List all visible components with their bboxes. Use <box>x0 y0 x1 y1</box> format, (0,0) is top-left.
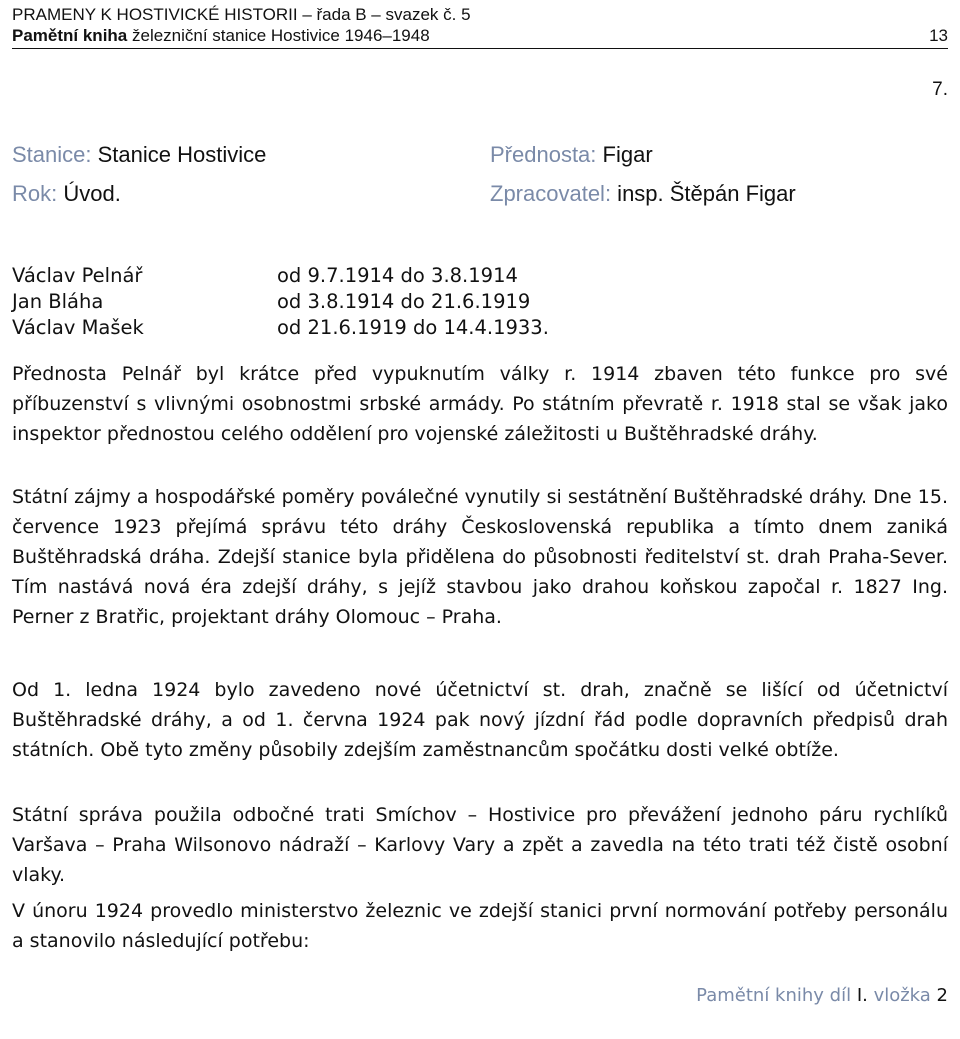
tenure-name: Václav Mašek <box>12 316 144 339</box>
tenure-period: od 21.6.1919 do 14.4.1933. <box>277 316 549 339</box>
chief-value: Figar <box>596 142 653 167</box>
station-value: Stanice Hostivice <box>91 142 267 167</box>
tenure-list <box>12 263 549 341</box>
header-title-bold: Pamětní kniha <box>12 26 128 45</box>
paragraph: Státní správa použila odbočné trati Smíchov – Hostivice pro převážení jednoho páru rychlíků Varšava – Praha Wilsonovo nádraží – Karlovy Vary a zpět a zavedla na této trati též čistě osobní vlaky. <box>12 804 948 886</box>
tenure-row <box>12 315 549 341</box>
series-line: PRAMENY K HOSTIVICKÉ HISTORII – řada B – svazek č. 5 <box>12 5 471 24</box>
footer-insert: 2 <box>936 985 948 1006</box>
page-footer <box>696 985 948 1006</box>
station-label: Stanice: <box>12 142 92 167</box>
processor-label: Zpracovatel: <box>490 181 612 206</box>
processor-value: insp. Štěpán Figar <box>611 181 796 206</box>
paragraph: Přednosta Pelnář byl krátce před vypuknutím války r. 1914 zbaven této funkce pro své příbuzenství s vlivnými osobnostmi srbské armády. Po státním převratě r. 1918 stal se však jako inspektor přednostou celého oddělení pro vojenské záležitosti u Buštěhradské dráhy. <box>12 363 948 445</box>
paragraph: V únoru 1924 provedlo ministerstvo železnic ve zdejší stanici první normování potřeby personálu a stanovilo následující potřebu: <box>12 900 948 952</box>
tenure-row <box>12 263 549 289</box>
header-title-line <box>12 25 471 46</box>
chief-label: Přednosta: <box>490 142 597 167</box>
year-field <box>12 181 121 207</box>
header-title-rest: železniční stanice Hostivice 1946–1948 <box>127 26 430 45</box>
document-number: 7. <box>932 79 948 100</box>
paragraph: Od 1. ledna 1924 bylo zavedeno nové účetnictví st. drah, značně se lišící od účetnictví Buštěhradské dráhy, a od 1. června 1924 pak nový jízdní řád podle dopravních předpisů drah státních. Obě tyto změny působily zdejším zaměstnancům spočátku dosti velké obtíže. <box>12 679 948 761</box>
page-header <box>12 4 471 46</box>
tenure-period: od 3.8.1914 do 21.6.1919 <box>277 290 531 313</box>
footer-volume: I. <box>856 985 868 1006</box>
footer-label: Pamětní knihy díl <box>696 985 857 1006</box>
footer-label-2: vložka <box>867 985 937 1006</box>
tenure-period: od 9.7.1914 do 3.8.1914 <box>277 264 518 287</box>
chief-field <box>490 142 653 168</box>
year-value: Úvod. <box>57 181 121 206</box>
tenure-name: Václav Pelnář <box>12 264 143 287</box>
header-divider <box>12 48 948 49</box>
paragraph: Státní zájmy a hospodářské poměry poválečné vynutily si sestátnění Buštěhradské dráhy. Dne 15. července 1923 přejímá správu této dráhy Československá republika a tímto dnem zaniká Buštěhradská dráha. Zdejší stanice byla přidělena do působnosti ředitelství st. drah Praha-Sever. Tím nastává nová éra zdejší dráhy, s jejíž stavbou jako drahou koňskou započal r. 1827 Ing. Perner z Bratřic, projektant dráhy Olomouc – Praha. <box>12 486 948 628</box>
tenure-row <box>12 289 549 315</box>
year-label: Rok: <box>12 181 58 206</box>
processor-field <box>490 181 796 207</box>
station-field <box>12 142 266 168</box>
page-number: 13 <box>929 26 948 45</box>
tenure-name: Jan Bláha <box>12 290 104 313</box>
